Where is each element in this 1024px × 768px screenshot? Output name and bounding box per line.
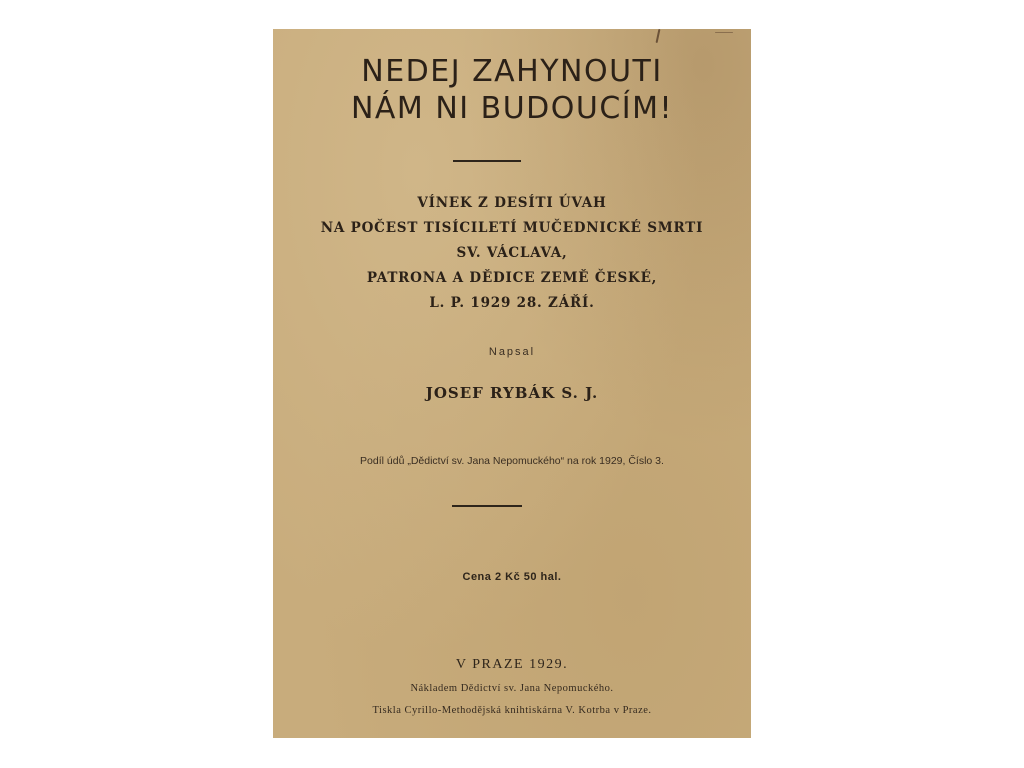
printer-line: Tiskla Cyrillo-Methodějská knihtiskárna V. Kotrba v Praze.	[372, 705, 652, 716]
divider-rule	[453, 160, 521, 162]
subtitle-line: L. P. 1929 28. ZÁŘÍ.	[429, 295, 595, 311]
paper-blemish	[656, 29, 661, 43]
subtitle-line: SV. VÁCLAVA,	[456, 245, 568, 261]
byline: Napsal	[488, 346, 536, 358]
subtitle-line: PATRONA A DĚDICE ZEMĚ ČESKÉ,	[366, 270, 658, 286]
title-line-1: NEDEJ ZAHYNOUTI	[361, 54, 663, 89]
book-cover	[273, 29, 751, 738]
author-name: JOSEF RYBÁK S. J.	[425, 384, 599, 402]
paper-blemish	[715, 32, 733, 33]
price-label: Cena 2 Kč 50 hal.	[462, 571, 562, 583]
series-note: Podíl údů „Dědictví sv. Jana Nepomuckého“ na rok 1929, Číslo 3.	[360, 455, 664, 467]
divider-rule	[452, 505, 522, 507]
subtitle-line: VÍNEK Z DESÍTI ÚVAH	[417, 195, 607, 211]
publisher-line: Nákladem Dědictví sv. Jana Nepomuckého.	[410, 683, 614, 694]
subtitle-line: NA POČEST TISÍCILETÍ MUČEDNICKÉ SMRTI	[320, 220, 704, 236]
title-line-2: NÁM NI BUDOUCÍM!	[350, 91, 674, 126]
place-year: V PRAZE 1929.	[455, 657, 569, 672]
